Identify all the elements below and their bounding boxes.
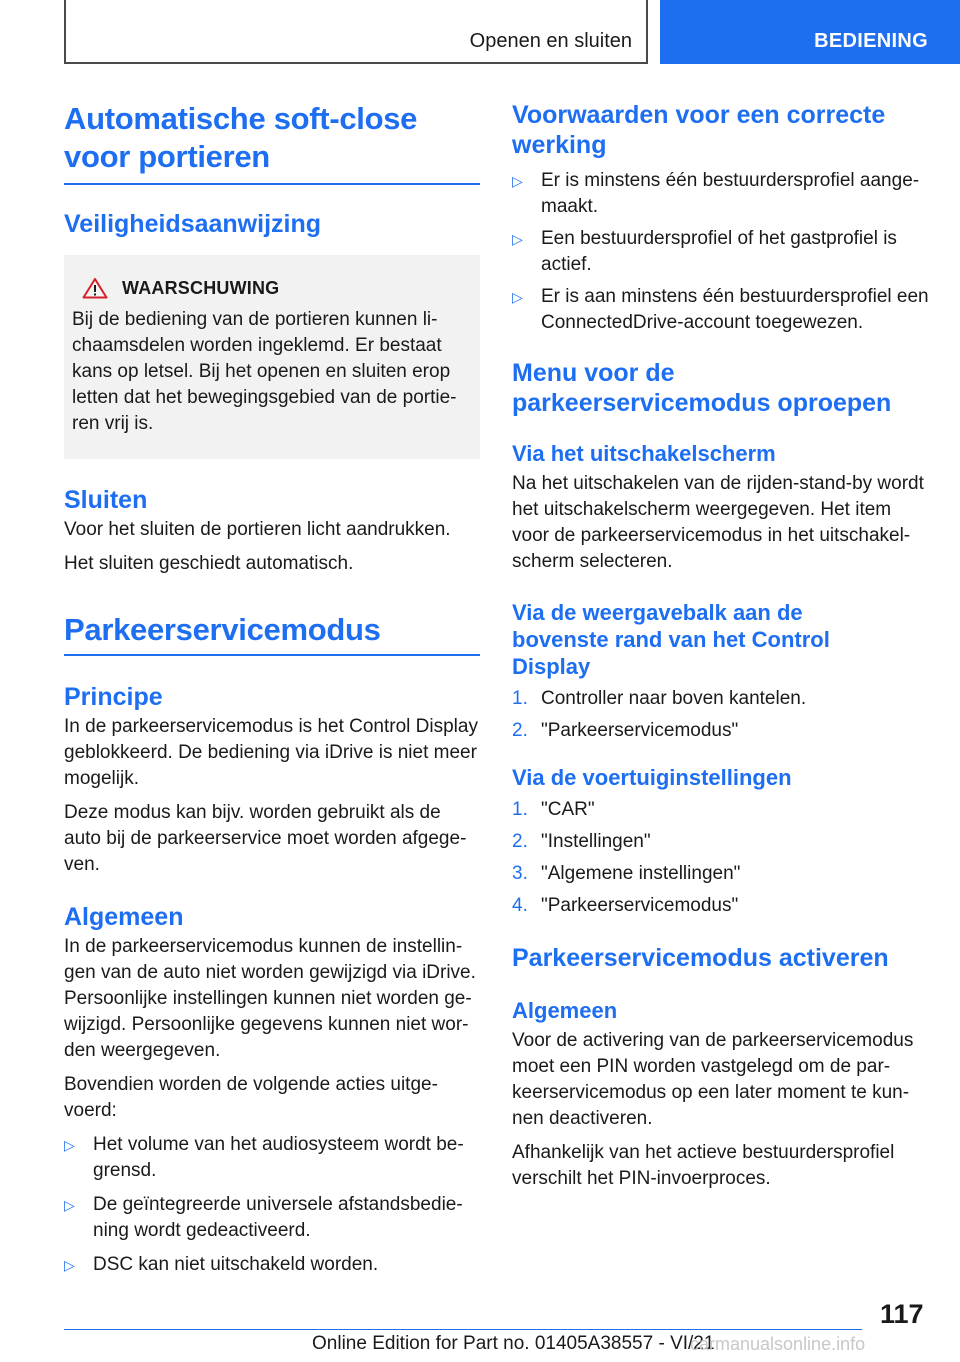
algemeen-bullet-list <box>64 1132 480 1278</box>
uitschakel-paragraph: Na het uitschakelen van de rijden-stand-by wordt het uitschakelscherm weergegeven. Het item voor de parkeerservicemodus in het uitschakel-scherm selecteren. <box>512 473 924 572</box>
weergavebalk-steps <box>512 686 930 744</box>
list-item: 2. "Parkeerservicemodus" <box>512 720 739 741</box>
algemeen-paragraph-1: In de parkeerservicemodus kunnen de instellin-gen van de auto niet worden gewijzigd via iDrive. Persoonlijke instellingen kunnen niet worden ge-wijzigd. Persoonlijke gegevens kunnen niet wor-den weergegeven. <box>64 936 476 1061</box>
header-chapter-tab <box>660 0 960 64</box>
triangle-right-outline-icon: ▷ <box>64 1137 75 1153</box>
voorwaarden-bullet-list <box>512 168 930 336</box>
list-item: ▷ Een bestuurdersprofiel of het gastprofiel is actief. <box>512 228 897 275</box>
activeren-paragraph-1: Voor de activering van de parkeerservicemodus moet een PIN worden vastgelegd om de par-keerservicemodus op een later moment te kun-nen deactiveren. <box>512 1030 914 1129</box>
heading-activeren: Parkeerservicemodus activeren <box>512 944 889 972</box>
heading-safety: Veiligheidsaanwijzing <box>64 210 322 238</box>
heading-uitschakelscherm: Via het uitschakelscherm <box>512 441 776 466</box>
principe-paragraph-1: In de parkeerservicemodus is het Control Display geblokkeerd. De bediening via iDrive is niet meer mogelijk. <box>64 716 478 789</box>
header-section-box <box>64 0 648 64</box>
heading-rule <box>64 183 480 185</box>
principe-paragraph-2: Deze modus kan bijv. worden gebruikt als de auto bij de parkeerservice moet worden afgege-ven. <box>64 802 467 875</box>
heading-weergavebalk: Via de weergavebalk aan de bovenste rand van het Control Display <box>512 600 830 679</box>
list-item: 4. "Parkeerservicemodus" <box>512 895 739 916</box>
list-item: ▷ Er is aan minstens één bestuurdersprofiel een ConnectedDrive-account toegewezen. <box>512 286 929 333</box>
heading-menu: Menu voor de parkeerservicemodus oproepen <box>512 359 892 417</box>
voertuig-steps <box>512 797 930 919</box>
warning-triangle-icon <box>82 277 108 299</box>
list-item: 1. "CAR" <box>512 799 595 820</box>
page-number: 117 <box>880 1299 924 1329</box>
heading-voertuiginstellingen: Via de voertuiginstellingen <box>512 765 792 790</box>
triangle-right-outline-icon: ▷ <box>64 1197 75 1213</box>
heading-softclose: Automatische soft-close voor portieren <box>64 101 418 174</box>
sluiten-paragraph-1: Voor het sluiten de portieren licht aandrukken. <box>64 519 451 540</box>
heading-principe: Principe <box>64 683 163 711</box>
footer-rule <box>64 1329 862 1330</box>
heading-sluiten: Sluiten <box>64 486 148 514</box>
triangle-right-outline-icon: ▷ <box>64 1257 75 1273</box>
warning-box <box>64 255 480 459</box>
heading-parkeerservicemodus: Parkeerservicemodus <box>64 612 381 647</box>
list-item: ▷ DSC kan niet uitschakeld worden. <box>64 1252 480 1278</box>
warning-header <box>82 277 472 299</box>
footer-watermark: carmanualsonline.info <box>690 1334 866 1354</box>
header-chapter-label: BEDIENING <box>814 30 928 52</box>
activeren-paragraph-2: Afhankelijk van het actieve bestuurdersprofiel verschilt het PIN-invoerproces. <box>512 1142 895 1189</box>
left-column <box>64 100 480 1278</box>
heading-algemeen-right: Algemeen <box>512 998 618 1023</box>
warning-text: Bij de bediening van de portieren kunnen li-chaamsdelen worden ingeklemd. Er bestaat kans op letsel. Bij het openen en sluiten erop letten dat het bewegingsgebied van de portie-ren vrij is. <box>72 309 457 434</box>
list-item: 2. "Instellingen" <box>512 831 651 852</box>
header-section-title: Openen en sluiten <box>469 30 632 52</box>
triangle-right-outline-icon: ▷ <box>512 289 523 305</box>
algemeen-paragraph-2: Bovendien worden de volgende acties uitge-voerd: <box>64 1074 438 1121</box>
warning-label: WAARSCHUWING <box>122 277 280 298</box>
triangle-right-outline-icon: ▷ <box>512 231 523 247</box>
right-column <box>512 100 930 1192</box>
footer-edition: Online Edition for Part no. 01405A38557 - VI/21 <box>312 1333 715 1354</box>
heading-algemeen: Algemeen <box>64 903 184 931</box>
heading-rule <box>64 654 480 656</box>
sluiten-paragraph-2: Het sluiten geschiedt automatisch. <box>64 553 354 574</box>
heading-voorwaarden: Voorwaarden voor een correcte werking <box>512 101 886 159</box>
list-item: ▷ De geïntegreerde universele afstandsbedie-ning wordt gedeactiveerd. <box>64 1194 463 1241</box>
list-item: 3. "Algemene instellingen" <box>512 863 741 884</box>
triangle-right-outline-icon: ▷ <box>512 173 523 189</box>
list-item: 1. Controller naar boven kantelen. <box>512 688 807 709</box>
list-item: ▷ Er is minstens één bestuurdersprofiel aange-maakt. <box>512 170 920 217</box>
list-item: ▷ Het volume van het audiosysteem wordt be-grensd. <box>64 1134 464 1181</box>
